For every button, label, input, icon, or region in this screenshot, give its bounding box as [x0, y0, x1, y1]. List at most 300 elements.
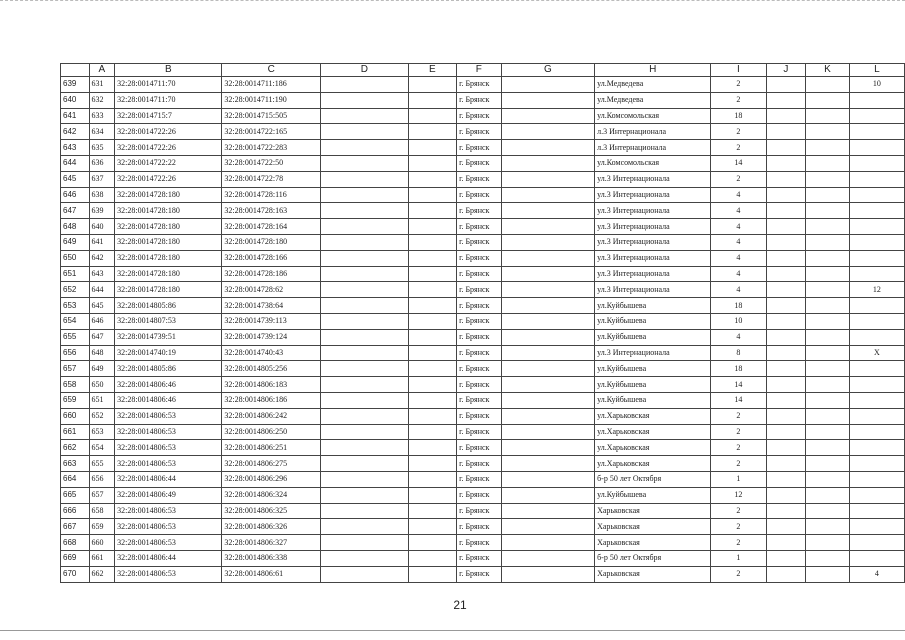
cell-d[interactable]	[321, 219, 409, 235]
cell-h[interactable]: ул.Комсомольская	[595, 108, 711, 124]
cell-i[interactable]: 4	[711, 282, 766, 298]
cell-i[interactable]: 2	[711, 77, 766, 93]
cell-l[interactable]	[849, 392, 904, 408]
cell-j[interactable]	[766, 219, 806, 235]
cell-h[interactable]: Харьковская	[595, 566, 711, 582]
cell-j[interactable]	[766, 503, 806, 519]
cell-e[interactable]	[408, 424, 456, 440]
row-number[interactable]: 646	[61, 187, 90, 203]
cell-g[interactable]	[501, 329, 594, 345]
cell-j[interactable]	[766, 535, 806, 551]
cell-c[interactable]: 32:28:0014805:256	[222, 361, 321, 377]
cell-j[interactable]	[766, 456, 806, 472]
cell-f[interactable]: г. Брянск	[457, 550, 502, 566]
column-header-a[interactable]: A	[89, 64, 115, 77]
cell-c[interactable]: 32:28:0014806:296	[222, 471, 321, 487]
cell-g[interactable]	[501, 140, 594, 156]
cell-g[interactable]	[501, 408, 594, 424]
cell-b[interactable]: 32:28:0014711:70	[115, 92, 222, 108]
row-number[interactable]: 641	[61, 108, 90, 124]
row-number[interactable]: 664	[61, 471, 90, 487]
cell-j[interactable]	[766, 108, 806, 124]
cell-a[interactable]: 644	[89, 282, 115, 298]
cell-f[interactable]: г. Брянск	[457, 140, 502, 156]
cell-l[interactable]	[849, 329, 904, 345]
cell-c[interactable]: 32:28:0014715:505	[222, 108, 321, 124]
cell-j[interactable]	[766, 92, 806, 108]
cell-e[interactable]	[408, 392, 456, 408]
cell-d[interactable]	[321, 250, 409, 266]
row-number[interactable]: 658	[61, 377, 90, 393]
cell-j[interactable]	[766, 377, 806, 393]
cell-b[interactable]: 32:28:0014740:19	[115, 345, 222, 361]
cell-c[interactable]: 32:28:0014806:183	[222, 377, 321, 393]
cell-d[interactable]	[321, 282, 409, 298]
cell-l[interactable]	[849, 203, 904, 219]
cell-i[interactable]: 2	[711, 566, 766, 582]
cell-b[interactable]: 32:28:0014728:180	[115, 282, 222, 298]
cell-k[interactable]	[806, 566, 850, 582]
cell-h[interactable]: ул.Медведева	[595, 77, 711, 93]
cell-f[interactable]: г. Брянск	[457, 77, 502, 93]
cell-h[interactable]: б-р 50 лет Октября	[595, 550, 711, 566]
cell-h[interactable]: л.3 Интернационала	[595, 124, 711, 140]
cell-a[interactable]: 661	[89, 550, 115, 566]
cell-l[interactable]	[849, 171, 904, 187]
cell-k[interactable]	[806, 329, 850, 345]
column-header-h[interactable]: H	[595, 64, 711, 77]
cell-f[interactable]: г. Брянск	[457, 345, 502, 361]
cell-j[interactable]	[766, 345, 806, 361]
cell-j[interactable]	[766, 282, 806, 298]
cell-g[interactable]	[501, 92, 594, 108]
cell-a[interactable]: 641	[89, 234, 115, 250]
cell-a[interactable]: 654	[89, 440, 115, 456]
row-number[interactable]: 639	[61, 77, 90, 93]
cell-g[interactable]	[501, 392, 594, 408]
row-number[interactable]: 661	[61, 424, 90, 440]
cell-e[interactable]	[408, 519, 456, 535]
cell-j[interactable]	[766, 392, 806, 408]
cell-h[interactable]: ул.Медведева	[595, 92, 711, 108]
cell-j[interactable]	[766, 187, 806, 203]
cell-d[interactable]	[321, 424, 409, 440]
cell-e[interactable]	[408, 361, 456, 377]
cell-i[interactable]: 18	[711, 361, 766, 377]
cell-h[interactable]: ул.Куйбышева	[595, 487, 711, 503]
cell-c[interactable]: 32:28:0014728:180	[222, 234, 321, 250]
cell-b[interactable]: 32:28:0014711:70	[115, 77, 222, 93]
cell-b[interactable]: 32:28:0014806:53	[115, 503, 222, 519]
row-number[interactable]: 651	[61, 266, 90, 282]
cell-k[interactable]	[806, 550, 850, 566]
cell-b[interactable]: 32:28:0014806:44	[115, 471, 222, 487]
cell-d[interactable]	[321, 155, 409, 171]
cell-l[interactable]	[849, 124, 904, 140]
cell-b[interactable]: 32:28:0014806:53	[115, 519, 222, 535]
column-header-l[interactable]: L	[849, 64, 904, 77]
row-number[interactable]: 666	[61, 503, 90, 519]
cell-j[interactable]	[766, 234, 806, 250]
cell-f[interactable]: г. Брянск	[457, 471, 502, 487]
cell-g[interactable]	[501, 187, 594, 203]
column-header-c[interactable]: C	[222, 64, 321, 77]
cell-g[interactable]	[501, 171, 594, 187]
cell-b[interactable]: 32:28:0014728:180	[115, 203, 222, 219]
cell-e[interactable]	[408, 155, 456, 171]
cell-h[interactable]: ул.3 Интернационала	[595, 282, 711, 298]
cell-g[interactable]	[501, 471, 594, 487]
cell-b[interactable]: 32:28:0014806:53	[115, 566, 222, 582]
cell-g[interactable]	[501, 424, 594, 440]
cell-k[interactable]	[806, 124, 850, 140]
row-number[interactable]: 652	[61, 282, 90, 298]
row-number[interactable]: 642	[61, 124, 90, 140]
row-number[interactable]: 645	[61, 171, 90, 187]
cell-e[interactable]	[408, 345, 456, 361]
cell-f[interactable]: г. Брянск	[457, 124, 502, 140]
row-number[interactable]: 648	[61, 219, 90, 235]
cell-d[interactable]	[321, 234, 409, 250]
cell-l[interactable]	[849, 219, 904, 235]
cell-k[interactable]	[806, 187, 850, 203]
cell-a[interactable]: 642	[89, 250, 115, 266]
cell-i[interactable]: 4	[711, 329, 766, 345]
cell-j[interactable]	[766, 566, 806, 582]
cell-e[interactable]	[408, 408, 456, 424]
cell-h[interactable]: ул.3 Интернационала	[595, 234, 711, 250]
cell-c[interactable]: 32:28:0014806:325	[222, 503, 321, 519]
cell-d[interactable]	[321, 171, 409, 187]
cell-k[interactable]	[806, 377, 850, 393]
cell-l[interactable]: 12	[849, 282, 904, 298]
cell-e[interactable]	[408, 203, 456, 219]
cell-g[interactable]	[501, 124, 594, 140]
row-number[interactable]: 669	[61, 550, 90, 566]
cell-d[interactable]	[321, 203, 409, 219]
cell-e[interactable]	[408, 487, 456, 503]
cell-d[interactable]	[321, 456, 409, 472]
row-number[interactable]: 662	[61, 440, 90, 456]
cell-i[interactable]: 4	[711, 187, 766, 203]
cell-a[interactable]: 653	[89, 424, 115, 440]
cell-f[interactable]: г. Брянск	[457, 519, 502, 535]
cell-h[interactable]: ул.Куйбышева	[595, 361, 711, 377]
cell-g[interactable]	[501, 377, 594, 393]
cell-a[interactable]: 646	[89, 313, 115, 329]
cell-i[interactable]: 2	[711, 171, 766, 187]
cell-f[interactable]: г. Брянск	[457, 92, 502, 108]
cell-i[interactable]: 4	[711, 250, 766, 266]
cell-c[interactable]: 32:28:0014806:242	[222, 408, 321, 424]
column-header-d[interactable]: D	[321, 64, 409, 77]
cell-e[interactable]	[408, 171, 456, 187]
cell-i[interactable]: 2	[711, 503, 766, 519]
cell-f[interactable]: г. Брянск	[457, 187, 502, 203]
cell-a[interactable]: 632	[89, 92, 115, 108]
cell-k[interactable]	[806, 440, 850, 456]
cell-b[interactable]: 32:28:0014805:86	[115, 361, 222, 377]
cell-k[interactable]	[806, 77, 850, 93]
cell-i[interactable]: 2	[711, 519, 766, 535]
cell-d[interactable]	[321, 519, 409, 535]
cell-a[interactable]: 662	[89, 566, 115, 582]
cell-g[interactable]	[501, 219, 594, 235]
cell-a[interactable]: 637	[89, 171, 115, 187]
cell-g[interactable]	[501, 313, 594, 329]
cell-f[interactable]: г. Брянск	[457, 487, 502, 503]
cell-a[interactable]: 643	[89, 266, 115, 282]
cell-g[interactable]	[501, 519, 594, 535]
cell-b[interactable]: 32:28:0014806:44	[115, 550, 222, 566]
cell-b[interactable]: 32:28:0014722:26	[115, 171, 222, 187]
cell-b[interactable]: 32:28:0014739:51	[115, 329, 222, 345]
column-header-i[interactable]: I	[711, 64, 766, 77]
cell-j[interactable]	[766, 519, 806, 535]
cell-i[interactable]: 4	[711, 266, 766, 282]
cell-c[interactable]: 32:28:0014711:186	[222, 77, 321, 93]
cell-l[interactable]: 10	[849, 77, 904, 93]
cell-k[interactable]	[806, 155, 850, 171]
row-number[interactable]: 643	[61, 140, 90, 156]
cell-f[interactable]: г. Брянск	[457, 408, 502, 424]
cell-a[interactable]: 657	[89, 487, 115, 503]
cell-l[interactable]	[849, 313, 904, 329]
row-number[interactable]: 647	[61, 203, 90, 219]
cell-k[interactable]	[806, 282, 850, 298]
cell-d[interactable]	[321, 471, 409, 487]
cell-k[interactable]	[806, 408, 850, 424]
cell-i[interactable]: 2	[711, 124, 766, 140]
cell-b[interactable]: 32:28:0014715:7	[115, 108, 222, 124]
cell-k[interactable]	[806, 92, 850, 108]
cell-a[interactable]: 652	[89, 408, 115, 424]
cell-a[interactable]: 658	[89, 503, 115, 519]
cell-c[interactable]: 32:28:0014711:190	[222, 92, 321, 108]
cell-c[interactable]: 32:28:0014728:166	[222, 250, 321, 266]
cell-d[interactable]	[321, 329, 409, 345]
cell-l[interactable]	[849, 234, 904, 250]
cell-d[interactable]	[321, 313, 409, 329]
cell-f[interactable]: г. Брянск	[457, 155, 502, 171]
cell-d[interactable]	[321, 108, 409, 124]
row-number[interactable]: 650	[61, 250, 90, 266]
cell-h[interactable]: ул.Харьковская	[595, 456, 711, 472]
cell-k[interactable]	[806, 487, 850, 503]
cell-c[interactable]: 32:28:0014738:64	[222, 298, 321, 314]
cell-j[interactable]	[766, 313, 806, 329]
cell-j[interactable]	[766, 203, 806, 219]
row-number[interactable]: 663	[61, 456, 90, 472]
cell-d[interactable]	[321, 266, 409, 282]
row-number[interactable]: 667	[61, 519, 90, 535]
cell-e[interactable]	[408, 234, 456, 250]
cell-l[interactable]	[849, 535, 904, 551]
cell-h[interactable]: ул.3 Интернационала	[595, 345, 711, 361]
cell-f[interactable]: г. Брянск	[457, 266, 502, 282]
cell-l[interactable]	[849, 471, 904, 487]
cell-h[interactable]: Харьковская	[595, 519, 711, 535]
cell-b[interactable]: 32:28:0014806:49	[115, 487, 222, 503]
cell-i[interactable]: 2	[711, 92, 766, 108]
cell-g[interactable]	[501, 535, 594, 551]
row-number[interactable]: 656	[61, 345, 90, 361]
cell-e[interactable]	[408, 550, 456, 566]
cell-b[interactable]: 32:28:0014806:53	[115, 456, 222, 472]
cell-c[interactable]: 32:28:0014739:124	[222, 329, 321, 345]
cell-j[interactable]	[766, 140, 806, 156]
cell-i[interactable]: 14	[711, 155, 766, 171]
cell-k[interactable]	[806, 313, 850, 329]
cell-k[interactable]	[806, 108, 850, 124]
cell-e[interactable]	[408, 503, 456, 519]
cell-e[interactable]	[408, 108, 456, 124]
cell-l[interactable]	[849, 424, 904, 440]
cell-i[interactable]: 4	[711, 234, 766, 250]
cell-l[interactable]	[849, 266, 904, 282]
cell-i[interactable]: 2	[711, 424, 766, 440]
cell-b[interactable]: 32:28:0014806:53	[115, 535, 222, 551]
cell-a[interactable]: 656	[89, 471, 115, 487]
cell-h[interactable]: ул.Харьковская	[595, 424, 711, 440]
cell-g[interactable]	[501, 361, 594, 377]
cell-g[interactable]	[501, 266, 594, 282]
cell-f[interactable]: г. Брянск	[457, 250, 502, 266]
cell-g[interactable]	[501, 155, 594, 171]
cell-a[interactable]: 660	[89, 535, 115, 551]
cell-i[interactable]: 1	[711, 471, 766, 487]
cell-l[interactable]	[849, 440, 904, 456]
cell-i[interactable]: 18	[711, 108, 766, 124]
cell-a[interactable]: 645	[89, 298, 115, 314]
cell-i[interactable]: 4	[711, 203, 766, 219]
cell-f[interactable]: г. Брянск	[457, 108, 502, 124]
cell-b[interactable]: 32:28:0014728:180	[115, 219, 222, 235]
cell-i[interactable]: 10	[711, 313, 766, 329]
row-number[interactable]: 640	[61, 92, 90, 108]
cell-i[interactable]: 4	[711, 219, 766, 235]
cell-k[interactable]	[806, 361, 850, 377]
row-number[interactable]: 653	[61, 298, 90, 314]
cell-g[interactable]	[501, 487, 594, 503]
cell-f[interactable]: г. Брянск	[457, 361, 502, 377]
cell-c[interactable]: 32:28:0014728:186	[222, 266, 321, 282]
cell-b[interactable]: 32:28:0014722:22	[115, 155, 222, 171]
cell-j[interactable]	[766, 329, 806, 345]
cell-b[interactable]: 32:28:0014806:46	[115, 377, 222, 393]
cell-k[interactable]	[806, 266, 850, 282]
cell-e[interactable]	[408, 140, 456, 156]
cell-l[interactable]	[849, 519, 904, 535]
cell-k[interactable]	[806, 456, 850, 472]
cell-j[interactable]	[766, 440, 806, 456]
cell-h[interactable]: ул.3 Интернационала	[595, 187, 711, 203]
cell-g[interactable]	[501, 108, 594, 124]
cell-k[interactable]	[806, 298, 850, 314]
cell-c[interactable]: 32:28:0014806:275	[222, 456, 321, 472]
cell-g[interactable]	[501, 503, 594, 519]
cell-d[interactable]	[321, 392, 409, 408]
cell-f[interactable]: г. Брянск	[457, 313, 502, 329]
cell-j[interactable]	[766, 77, 806, 93]
cell-g[interactable]	[501, 345, 594, 361]
cell-i[interactable]: 2	[711, 535, 766, 551]
cell-f[interactable]: г. Брянск	[457, 171, 502, 187]
cell-f[interactable]: г. Брянск	[457, 535, 502, 551]
cell-e[interactable]	[408, 266, 456, 282]
cell-l[interactable]: X	[849, 345, 904, 361]
cell-c[interactable]: 32:28:0014806:324	[222, 487, 321, 503]
cell-l[interactable]	[849, 550, 904, 566]
cell-k[interactable]	[806, 503, 850, 519]
cell-b[interactable]: 32:28:0014728:180	[115, 234, 222, 250]
cell-h[interactable]: ул.Харьковская	[595, 440, 711, 456]
cell-k[interactable]	[806, 424, 850, 440]
cell-k[interactable]	[806, 471, 850, 487]
row-number[interactable]: 655	[61, 329, 90, 345]
cell-d[interactable]	[321, 361, 409, 377]
cell-j[interactable]	[766, 471, 806, 487]
cell-a[interactable]: 635	[89, 140, 115, 156]
row-number[interactable]: 668	[61, 535, 90, 551]
row-number[interactable]: 665	[61, 487, 90, 503]
cell-c[interactable]: 32:28:0014722:165	[222, 124, 321, 140]
cell-h[interactable]: ул.3 Интернационала	[595, 219, 711, 235]
cell-c[interactable]: 32:28:0014722:78	[222, 171, 321, 187]
cell-h[interactable]: ул.3 Интернационала	[595, 203, 711, 219]
cell-j[interactable]	[766, 424, 806, 440]
cell-j[interactable]	[766, 298, 806, 314]
cell-i[interactable]: 1	[711, 550, 766, 566]
cell-e[interactable]	[408, 535, 456, 551]
cell-c[interactable]: 32:28:0014728:116	[222, 187, 321, 203]
cell-b[interactable]: 32:28:0014805:86	[115, 298, 222, 314]
cell-c[interactable]: 32:28:0014740:43	[222, 345, 321, 361]
cell-h[interactable]: ул.3 Интернационала	[595, 171, 711, 187]
cell-a[interactable]: 638	[89, 187, 115, 203]
cell-a[interactable]: 649	[89, 361, 115, 377]
column-header-e[interactable]: E	[408, 64, 456, 77]
cell-h[interactable]: ул.Куйбышева	[595, 313, 711, 329]
cell-d[interactable]	[321, 124, 409, 140]
cell-a[interactable]: 634	[89, 124, 115, 140]
cell-i[interactable]: 2	[711, 456, 766, 472]
cell-e[interactable]	[408, 566, 456, 582]
cell-i[interactable]: 12	[711, 487, 766, 503]
cell-d[interactable]	[321, 503, 409, 519]
row-number[interactable]: 654	[61, 313, 90, 329]
column-header-b[interactable]: B	[115, 64, 222, 77]
cell-c[interactable]: 32:28:0014806:326	[222, 519, 321, 535]
cell-d[interactable]	[321, 487, 409, 503]
cell-k[interactable]	[806, 345, 850, 361]
cell-l[interactable]	[849, 377, 904, 393]
cell-f[interactable]: г. Брянск	[457, 392, 502, 408]
cell-k[interactable]	[806, 219, 850, 235]
column-header-f[interactable]: F	[457, 64, 502, 77]
cell-g[interactable]	[501, 456, 594, 472]
cell-j[interactable]	[766, 155, 806, 171]
cell-l[interactable]	[849, 250, 904, 266]
cell-e[interactable]	[408, 313, 456, 329]
cell-j[interactable]	[766, 266, 806, 282]
cell-a[interactable]: 639	[89, 203, 115, 219]
cell-f[interactable]: г. Брянск	[457, 329, 502, 345]
cell-a[interactable]: 647	[89, 329, 115, 345]
cell-h[interactable]: б-р 50 лет Октября	[595, 471, 711, 487]
cell-k[interactable]	[806, 171, 850, 187]
cell-g[interactable]	[501, 203, 594, 219]
